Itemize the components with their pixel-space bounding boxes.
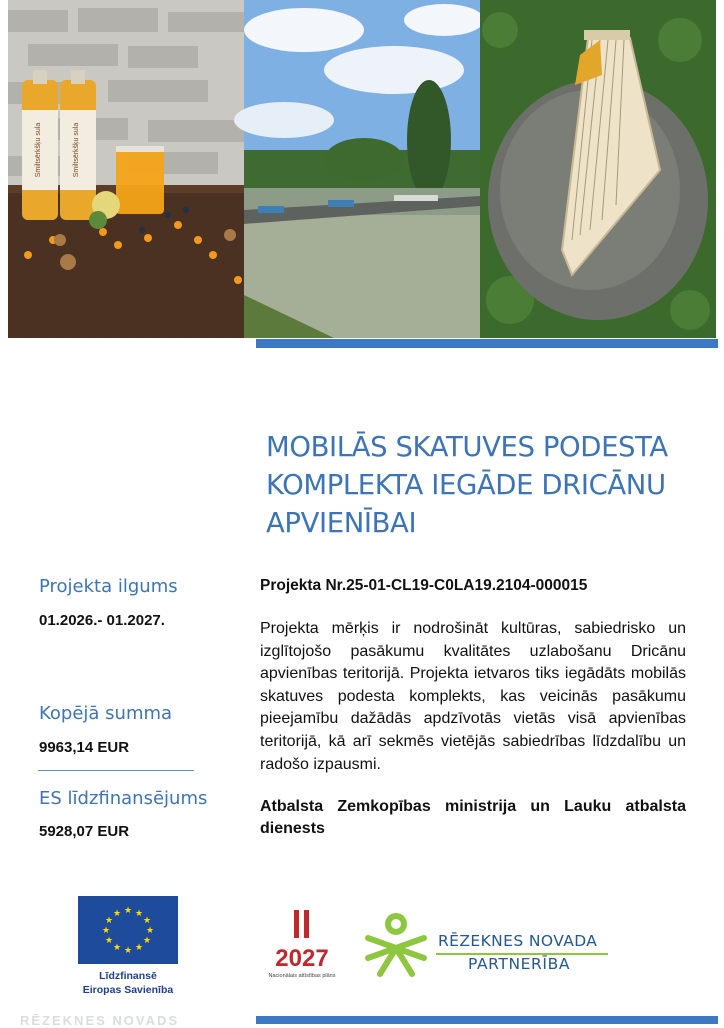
eu-flag-icon — [78, 896, 178, 964]
svg-text:★: ★ — [142, 916, 152, 926]
kokle-on-stone-photo — [480, 0, 716, 338]
project-number: Projekta Nr.25-01-CL19-C0LA19.2104-000015 — [260, 577, 588, 594]
eu-caption-line1: Līdzfinansē — [99, 970, 157, 982]
svg-text:★: ★ — [101, 926, 111, 936]
svg-text:★: ★ — [134, 943, 144, 953]
total-sum-label: Kopējā summa — [39, 703, 173, 724]
footer-watermark: RĒZEKNES NOVADS — [20, 1013, 180, 1028]
sidebar-divider — [38, 770, 194, 771]
svg-text:Smiltsērkšķu sula: Smiltsērkšķu sula — [73, 122, 80, 178]
plan-caption: Nacionālais attīstības plāns — [268, 973, 336, 979]
svg-text:★: ★ — [123, 906, 133, 916]
duration-value: 01.2026.- 01.2027. — [39, 612, 165, 629]
svg-text:★: ★ — [134, 909, 144, 919]
national-plan-2027-logo — [268, 910, 336, 986]
svg-text:★: ★ — [142, 936, 152, 946]
bottom-accent-bar — [256, 1016, 718, 1024]
duration-label: Projekta ilgums — [39, 576, 178, 597]
page-title: MOBILĀS SKATUVES PODESTA KOMPLEKTA IEGĀDE DRICĀNU APVIENĪBAI — [266, 431, 668, 539]
eu-cofinanced-caption — [70, 969, 186, 997]
eu-cofinancing-label: ES līdzfinansējums — [39, 788, 208, 809]
eu-cofinancing-value: 5928,07 EUR — [39, 823, 130, 840]
support-statement: Atbalsta Zemkopības ministrija un Lauku atbalsta dienests — [260, 798, 686, 837]
eu-caption-line2: Eiropas Savienība — [82, 984, 174, 996]
top-accent-bar — [256, 339, 718, 348]
partnership-name-line2: PARTNERĪBA — [468, 955, 571, 973]
total-sum-value: 9963,14 EUR — [39, 739, 130, 756]
svg-text:Smiltsērkšķu sula: Smiltsērkšķu sula — [35, 122, 42, 178]
svg-text:★: ★ — [145, 926, 155, 936]
svg-text:★: ★ — [104, 936, 114, 946]
svg-text:★: ★ — [112, 909, 122, 919]
lake-pier-photo — [244, 0, 480, 338]
partnership-figure-icon — [360, 912, 432, 982]
svg-text:★: ★ — [112, 943, 122, 953]
svg-text:★: ★ — [104, 916, 114, 926]
project-description: Projekta mērķis ir nodrošināt kultūras, sabiedrisko un izglītojošo pasākumu kvalitātes uzlabošanu Dricānu apvienības teritorijā. Projekta ietvaros tiks iegādāts mobilās skatuves podesta komplekts, kas veicinās pasākumu pieejamību dažādās apdzīvotās vietās visā apvienības teritorijā, kā arī sekmēs vietējās sabiedrības līdzdalību un radošo izpausmi. — [260, 620, 686, 773]
partnership-name-line1: RĒZEKNES NOVADA — [438, 932, 598, 950]
juice-bottles-photo — [8, 0, 244, 338]
svg-text:★: ★ — [123, 946, 133, 956]
plan-2027-numeral: 2027 — [275, 945, 329, 972]
